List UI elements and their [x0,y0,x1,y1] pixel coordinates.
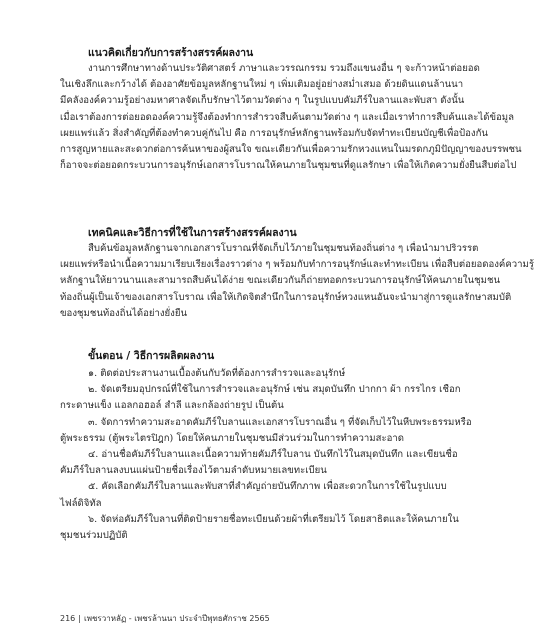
paragraph-line: หลักฐานให้ยาวนานและสามารถสืบค้นได้ง่าย ขณะเดียวกันก็ถ่ายทอดกระบวนการอนุรักษ์ให้คนภายในชุมชน [60,275,501,287]
paragraph-line: เมื่อเราต้องการต่อยอดองค์ความรู้จึงต้องทำการสำรวจสืบค้นตามวัดต่าง ๆ และเมื่อเราทำการสืบค้นและได้ข้อมูล [60,111,515,123]
step-continuation: ชุมชนร่วมปฏิบัติ [60,530,128,542]
paragraph-line: งานการศึกษาทางด้านประวัติศาสตร์ ภาษาและวรรณกรรม รวมถึงแขนงอื่น ๆ จะก้าวหน้าต่อยอด [88,63,480,74]
page-number: 216 [60,614,76,623]
paragraph-concept [60,61,522,174]
section-heading-procedure: ขั้นตอน / วิธีการผลิตผลงาน [88,350,215,362]
section-heading-technique: เทคนิคและวิธีการที่ใช้ในการสร้างสรรค์ผลงาน [88,227,297,239]
paragraph-line: ของชุมชนท้องถิ่นได้อย่างยั่งยืน [60,307,188,319]
paragraph-line: การสูญหายและสะดวกต่อการค้นหาของผู้สนใจ ขณะเดียวกันเพื่อความรักหวงแหนในมรดกภูมิปัญญาของบรรพชน [60,144,522,156]
step-item: ๒. จัดเตรียมอุปกรณ์ที่ใช้ในการสำรวจและอนุรักษ์ เช่น สมุดบันทึก ปากกา ผ้า กรรไกร เชือก [88,384,461,396]
step-continuation: คัมภีร์ใบลานลงบนแผ่นป้ายชื่อเรื่องไว้ตามลำดับหมายเลขทะเบียน [60,465,327,477]
step-item: ๕. คัดเลือกคัมภีร์ใบลานและพับสาที่สำคัญถ่ายบันทึกภาพ เพื่อสะดวกในการใช้ในรูปแบบ [88,481,447,493]
paragraph-line: เผยแพร่แล้ว สิ่งสำคัญที่ต้องทำควบคู่กันไป คือ การอนุรักษ์หลักฐานพร้อมกับจัดทำทะเบียนบัญชีเพื่อป้องกัน [60,127,488,139]
step-continuation: กระดาษแข็ง แอลกอฮอล์ สำลี และกล้องถ่ายรูป เป็นต้น [60,400,284,412]
paragraph-line: สืบค้นข้อมูลหลักฐานจากเอกสารโบราณที่จัดเก็บไว้ภายในชุมชนท้องถิ่นต่าง ๆ เพื่อนำมาปริวรรต [88,243,479,254]
footer-separator: | [78,614,81,623]
step-item: ๓. จัดการทำความสะอาดคัมภีร์ใบลานและเอกสารโบราณอื่น ๆ ที่จัดเก็บไว้ในหีบพระธรรมหรือ [88,416,472,428]
paragraph-technique [60,241,534,322]
paragraph-line: ก็อาจจะต่อยอดกระบวนการอนุรักษ์เอกสารโบราณให้คนภายในชุมชนที่ดูแลรักษา เพื่อให้เกิดความยั่งยืนสืบต่อไป [60,160,517,172]
step-item: ๖. จัดห่อคัมภีร์ใบลานที่ติดป้ายรายชื่อทะเบียนด้วยผ้าที่เตรียมไว้ โดยสาธิตและให้คนภายใน [88,513,459,525]
paragraph-line: มีคลังองค์ความรู้อย่างมหาศาลจัดเก็บรักษาไว้ตามวัดต่าง ๆ ในรูปแบบคัมภีร์ใบลานและพับสา ดังนั้น [60,95,465,107]
step-continuation: ตู้พระธรรม (ตู้พระไตรปิฎก) โดยให้คนภายในชุมชนมีส่วนร่วมในการทำความสะอาด [60,432,405,444]
page-footer [60,612,270,625]
step-item: ๑. ติดต่อประสานงานเบื้องต้นกับวัดที่ต้องการสำรวจและอนุรักษ์ [88,368,346,379]
paragraph-line: เผยแพร่หรือนำเนื้อความมาเรียบเรียงเรื่องราวต่าง ๆ พร้อมกับทำการอนุรักษ์และทำทะเบียน เพื่อสืบต่อยอดองค์ความรู้ [60,259,534,271]
section-heading-concept: แนวคิดเกี่ยวกับการสร้างสรรค์ผลงาน [88,47,254,59]
step-continuation: ไฟล์ดิจิทัล [60,497,102,509]
paragraph-line: ท้องถิ่นผู้เป็นเจ้าของเอกสารโบราณ เพื่อให้เกิดจิตสำนึกในการอนุรักษ์หวงแหนอันจะนำมาสู่การดูแลรักษาสมบัติ [60,291,512,303]
procedure-steps [60,366,472,544]
step-item: ๔. อ่านชื่อคัมภีร์ใบลานและเนื้อความท้ายคัมภีร์ใบลาน บันทึกไว้ในสมุดบันทึก และเขียนชื่อ [88,449,458,461]
paragraph-line: ในเชิงลึกและกว้างได้ ต้องอาศัยข้อมูลหลักฐานใหม่ ๆ เพิ่มเติมอยู่อย่างสม่ำเสมอ ด้วยดินแดนล้านนา [60,79,464,91]
publication-title: เพชรวาหลัฏ - เพชรล้านนา ประจำปีพุทธศักราช 2565 [83,614,270,623]
